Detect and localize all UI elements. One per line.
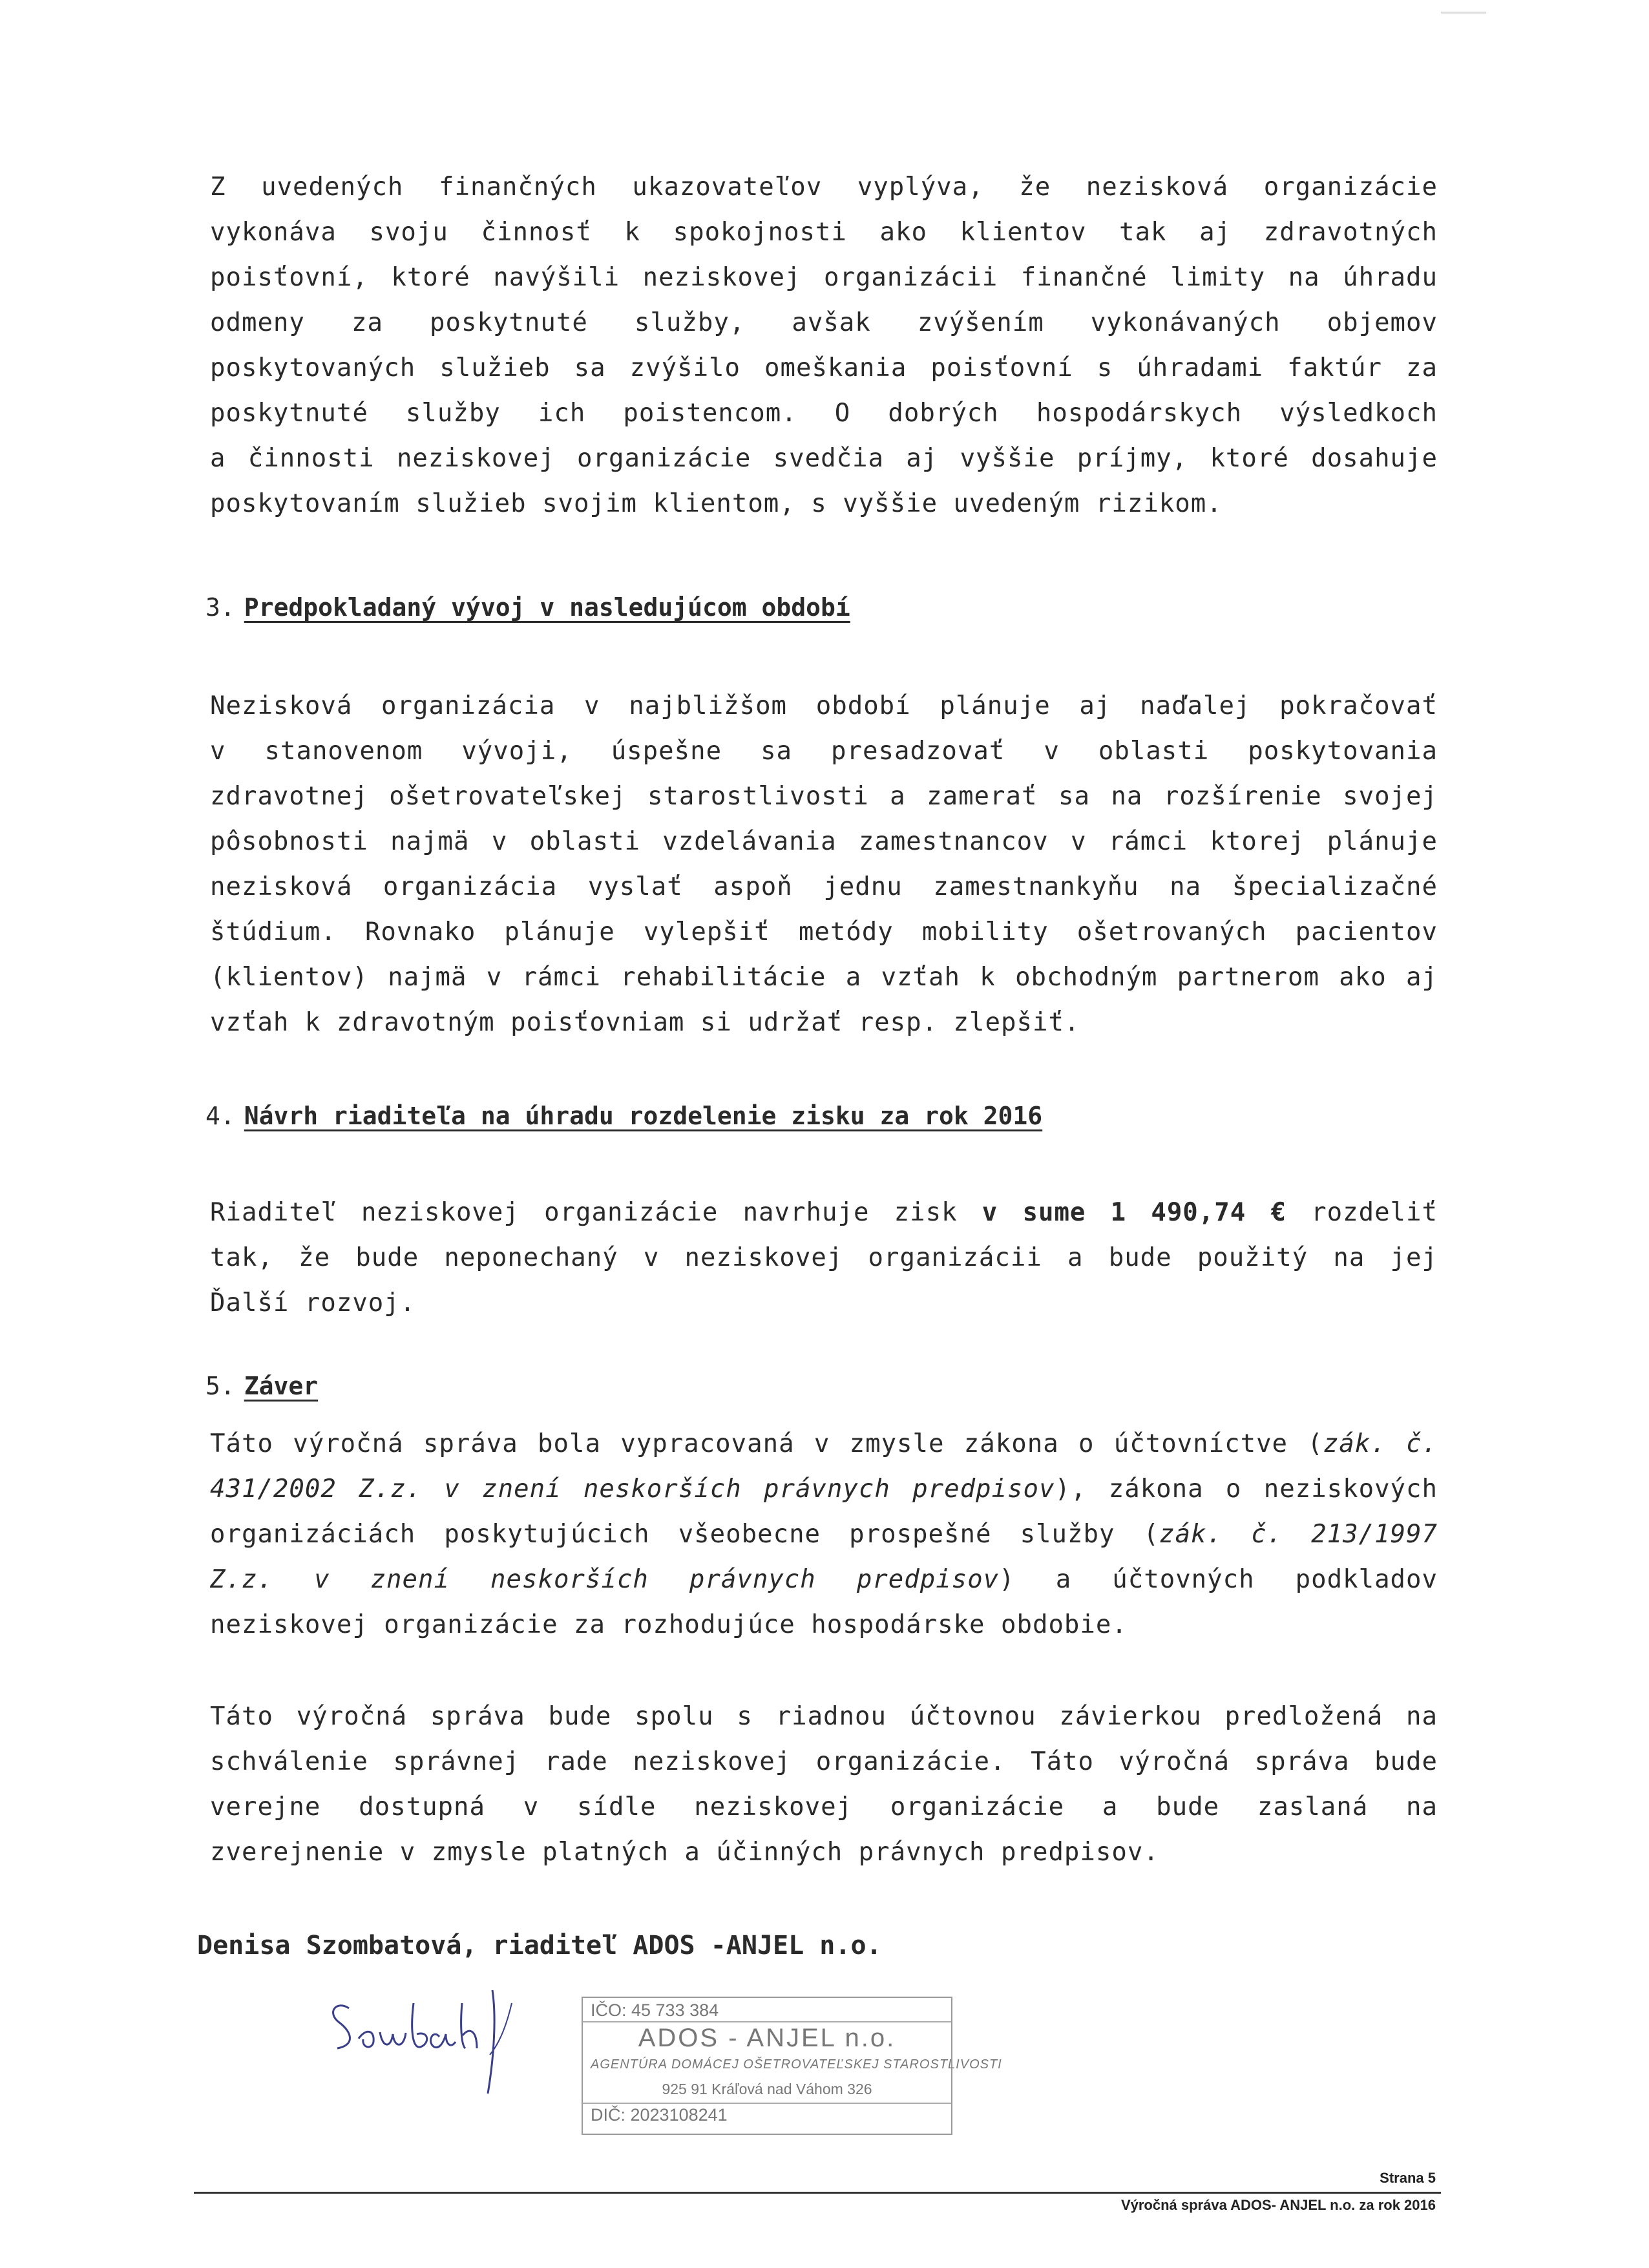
- law-reference: Z.z. v znení neskorších právnych predpisov: [210, 1565, 1000, 1594]
- text-run: rozdeliť: [1311, 1198, 1438, 1227]
- intro-line: poskytovaných služieb sa zvýšilo omeškania poisťovní s úhradami faktúr za: [210, 353, 1438, 383]
- section-5-paragraph-2: [210, 1694, 1438, 1875]
- intro-line: vykonáva svoju činnosť k spokojnosti ako klientov tak aj zdravotných: [210, 218, 1438, 247]
- stamp-subtitle: AGENTÚRA DOMÁCEJ OŠETROVATEĽSKEJ STAROSTLIVOSTI: [591, 2057, 1002, 2072]
- section-3-line: (klientov) najmä v rámci rehabilitácie a vzťah k obchodným partnerom ako aj: [210, 963, 1438, 992]
- intro-line: poisťovní, ktoré navýšili neziskovej organizácii finančné limity na úhradu: [210, 263, 1438, 292]
- section-4-line: [210, 1190, 1438, 1235]
- section-5-line: [210, 1512, 1438, 1557]
- footer-divider: [194, 2192, 1441, 2194]
- scan-mark: [1441, 12, 1486, 14]
- section-4-paragraph: [210, 1190, 1438, 1326]
- section-5-heading: [205, 1372, 318, 1400]
- section-number: 3.: [205, 593, 235, 622]
- section-5-line: [210, 1422, 1438, 1467]
- section-5-paragraph-1: [210, 1422, 1438, 1648]
- text-run: Táto výročná správa bola vypracovaná v zmysle zákona o účtovníctve (: [210, 1429, 1323, 1458]
- law-reference: zák. č.: [1323, 1429, 1438, 1458]
- stamp-address: 925 91 Kráľová nad Váhom 326: [662, 2081, 872, 2097]
- profit-amount: v sume 1 490,74 €: [982, 1198, 1287, 1227]
- section-5-line: [210, 1467, 1438, 1512]
- text-run: Riaditeľ neziskovej organizácie navrhuje zisk: [210, 1198, 958, 1227]
- section-4-line: Ďalší rozvoj.: [210, 1288, 416, 1318]
- section-3-heading: [205, 593, 850, 622]
- section-title: Predpokladaný vývoj v nasledujúcom období: [244, 593, 850, 622]
- section-5-line: schválenie správnej rade neziskovej organizácie. Táto výročná správa bude: [210, 1747, 1438, 1776]
- section-3-paragraph: [210, 684, 1438, 1045]
- section-5-line: [210, 1557, 1438, 1602]
- text-run: organizáciách poskytujúcich všeobecne prospešné služby (: [210, 1520, 1160, 1549]
- intro-line: a činnosti neziskovej organizácie svedčia aj vyššie príjmy, ktoré dosahuje: [210, 444, 1438, 473]
- section-3-line: nezisková organizácia vyslať aspoň jednu zamestnankyňu na špecializačné: [210, 872, 1438, 901]
- section-3-line: Nezisková organizácia v najbližšom období plánuje aj naďalej pokračovať: [210, 691, 1438, 720]
- section-number: 5.: [205, 1372, 235, 1400]
- section-3-line: pôsobnosti najmä v oblasti vzdelávania zamestnancov v rámci ktorej plánuje: [210, 827, 1438, 856]
- signature-image: [323, 1977, 569, 2100]
- law-reference: zák. č. 213/1997: [1159, 1520, 1438, 1549]
- section-3-line: zdravotnej ošetrovateľskej starostlivosti a zamerať sa na rozšírenie svojej: [210, 782, 1438, 811]
- section-3-line: v stanovenom vývoji, úspešne sa presadzovať v oblasti poskytovania: [210, 737, 1438, 766]
- section-number: 4.: [205, 1102, 235, 1130]
- section-5-line: neziskovej organizácie za rozhodujúce hospodárske obdobie.: [210, 1610, 1128, 1639]
- stamp-ico: IČO: 45 733 384: [591, 2000, 719, 2020]
- section-5-line: Táto výročná správa bude spolu s riadnou účtovnou závierkou predložená na: [210, 1702, 1438, 1731]
- organization-stamp: [582, 1997, 1002, 2135]
- section-4-line: tak, že bude neponechaný v neziskovej organizácii a bude použitý na jej: [210, 1243, 1438, 1272]
- section-5-line: verejne dostupná v sídle neziskovej organizácie a bude zaslaná na: [210, 1792, 1438, 1822]
- text-run: ), zákona o neziskových: [1055, 1475, 1438, 1504]
- page-number: Strana 5: [1380, 2170, 1436, 2186]
- stamp-divider: [583, 2103, 951, 2104]
- intro-line: poskytovaním služieb svojim klientom, s vyššie uvedeným rizikom.: [210, 489, 1223, 518]
- law-reference: 431/2002 Z.z. v znení neskorších právnych predpisov: [210, 1475, 1055, 1504]
- intro-line: odmeny za poskytnuté služby, avšak zvýšením vykonávaných objemov: [210, 308, 1438, 337]
- intro-paragraph: [210, 165, 1438, 527]
- section-3-line: štúdium. Rovnako plánuje vylepšiť metódy mobility ošetrovaných pacientov: [210, 918, 1438, 947]
- document-title-footer: Výročná správa ADOS- ANJEL n.o. za rok 2016: [1120, 2197, 1436, 2213]
- signatory-line: Denisa Szombatová, riaditeľ ADOS -ANJEL n.o.: [197, 1931, 882, 1960]
- section-title: Návrh riaditeľa na úhradu rozdelenie zisku za rok 2016: [244, 1102, 1043, 1130]
- section-4-heading: [205, 1102, 1042, 1130]
- text-run: ) a účtovných podkladov: [999, 1565, 1438, 1594]
- stamp-dic: DIČ: 2023108241: [591, 2105, 728, 2125]
- section-3-line: vzťah k zdravotným poisťovniam si udržať resp. zlepšiť.: [210, 1008, 1080, 1037]
- stamp-divider: [583, 2021, 951, 2022]
- stamp-name: ADOS - ANJEL n.o.: [638, 2024, 896, 2052]
- intro-line: poskytnuté služby ich poistencom. O dobrých hospodárskych výsledkoch: [210, 399, 1438, 428]
- intro-line: Z uvedených finančných ukazovateľov vyplýva, že nezisková organizácie: [210, 173, 1438, 202]
- section-title: Záver: [244, 1372, 319, 1400]
- section-5-line: zverejnenie v zmysle platných a účinných právnych predpisov.: [210, 1838, 1159, 1867]
